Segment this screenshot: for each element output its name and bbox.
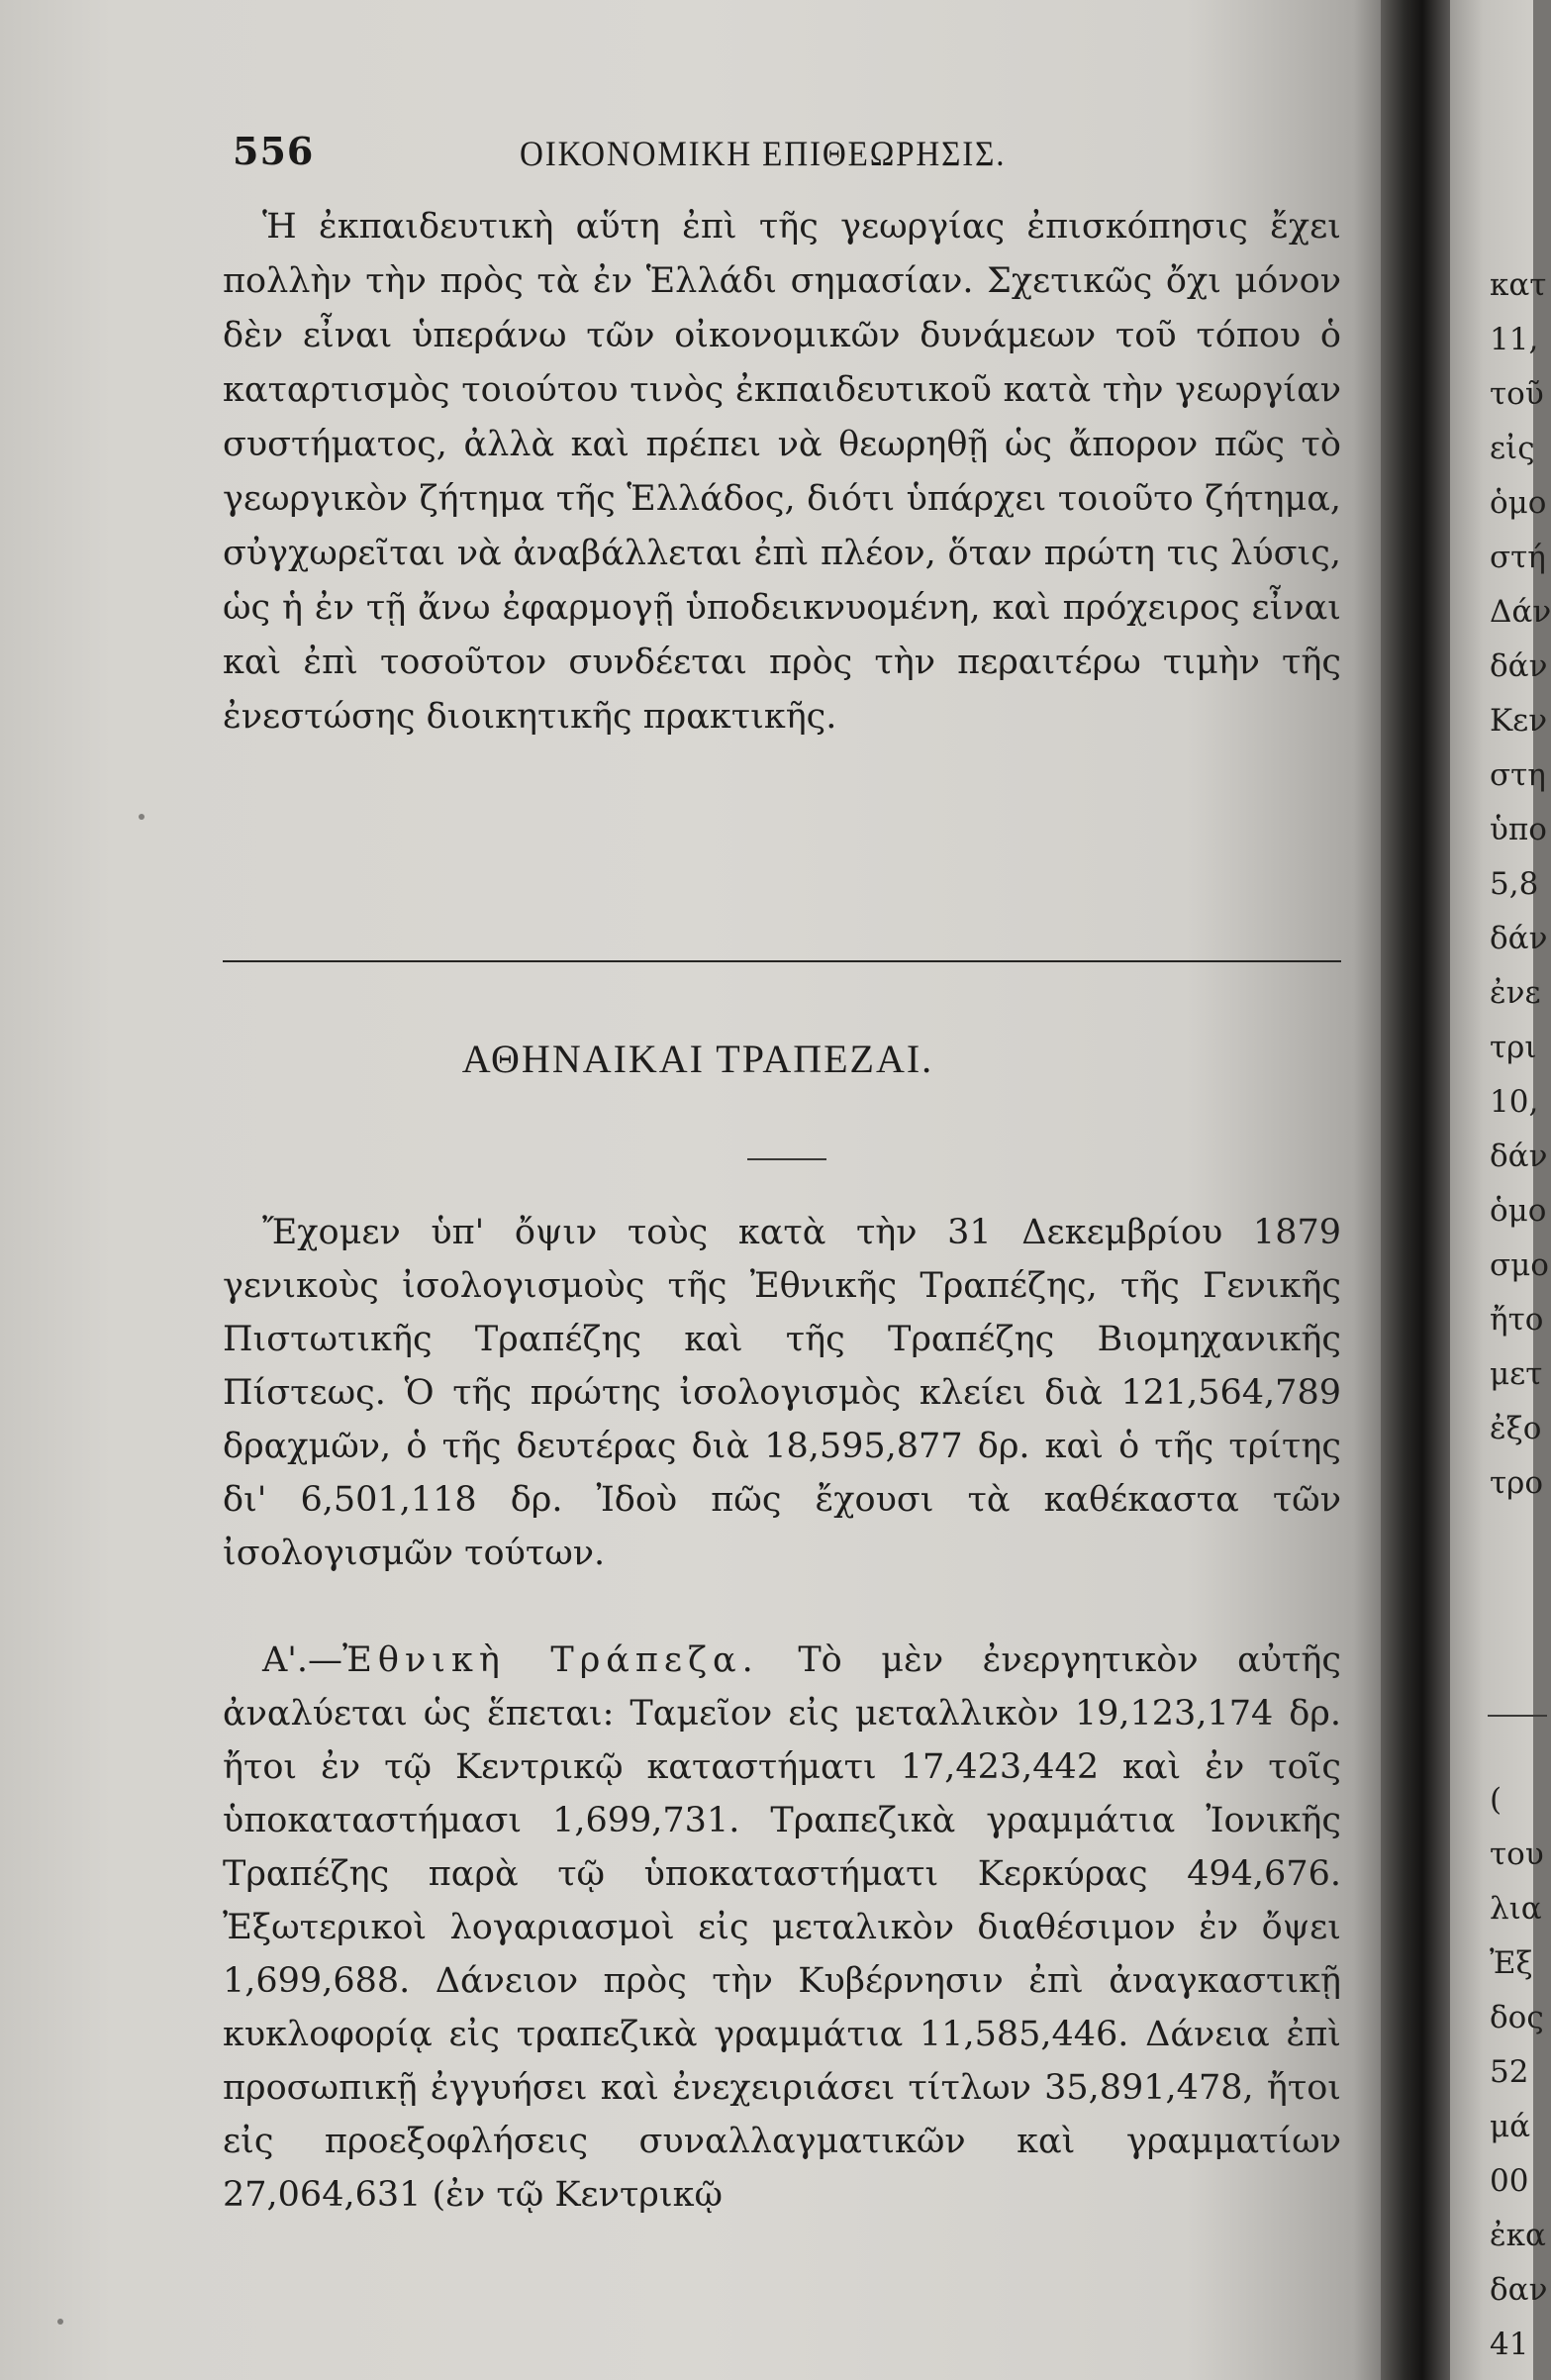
adjacent-page-fragment: κατ xyxy=(1490,267,1547,303)
adjacent-page-fragment: ἐξο xyxy=(1490,1411,1542,1446)
adjacent-page-fragment: μετ xyxy=(1490,1356,1543,1392)
adjacent-page-fragment: δαν xyxy=(1490,2272,1548,2308)
adjacent-page-fragment: Δάν xyxy=(1490,594,1551,630)
adjacent-page-fragment: ἐνε xyxy=(1490,975,1541,1011)
adjacent-page-fragment: 00 xyxy=(1490,2163,1529,2199)
intro-paragraph: Ἡ ἐκπαιδευτικὴ αὕτη ἐπὶ τῆς γεωργίας ἐπισκόπησις ἔχει πολλὴν τὴν πρὸς τὰ ἐν Ἑλλάδι σημασίαν. Σχετικῶς ὄχι μόνον δὲν εἶναι ὑπεράνω τῶν οἰκονομικῶν δυνάμεων τοῦ τόπου ὁ καταρτισμὸς τοιούτου τινὸς ἐκπαιδευτικοῦ κατὰ τὴν γεωργίαν συστήματος, ἀλλὰ καὶ πρέπει νὰ θεωρηθῇ ὡς ἄπορον πῶς τὸ γεωργικὸν ζήτημα τῆς Ἑλλάδος, διότι ὑπάρχει τοιοῦτο ζήτημα, σὐγχωρεῖται νὰ ἀναβάλλεται ἐπὶ πλέον, ὅταν πρώτη τις λύσις, ὡς ἡ ἐν τῇ ἄνω ἐφαρμογῇ ὑποδεικνυομένη, καὶ πρόχειρος εἶναι καὶ ἐπὶ τοσοῦτον συνδέεται πρὸς τὴν περαιτέρω τιμὴν τῆς ἐνεστώσης διοικητικῆς πρακτικῆς. xyxy=(223,207,1341,737)
adjacent-page-fragment: στή xyxy=(1490,540,1546,575)
adjacent-page-fragment: δάν xyxy=(1490,921,1548,956)
adjacent-page-fragment: τοῦ xyxy=(1490,376,1544,412)
book-gutter xyxy=(1381,0,1450,2380)
adjacent-page-fragment: 5,8 xyxy=(1490,866,1539,902)
national-bank-label: Α'.— xyxy=(262,1640,343,1680)
adjacent-page-fragment: ὁμο xyxy=(1490,485,1547,521)
ink-speck xyxy=(139,814,145,820)
section-title: ΑΘΗΝΑΙΚΑΙ ΤΡΑΠΕΖΑΙ. xyxy=(461,1037,934,1081)
adjacent-page-fragment: Ἐξ xyxy=(1490,1945,1533,1981)
adjacent-page-fragment: εἰς xyxy=(1490,431,1535,466)
page-header xyxy=(233,129,1361,188)
adjacent-page-fragment: δάν xyxy=(1490,1139,1548,1174)
adjacent-page-fragment: δος xyxy=(1490,2000,1544,2035)
adjacent-page-fragment: 11, xyxy=(1490,322,1539,357)
national-bank-heading: Ἐθνικὴ Τράπεζα. xyxy=(342,1640,759,1680)
adjacent-page-fragment: ( xyxy=(1490,1782,1503,1818)
adjacent-page-fragment: τρι xyxy=(1490,1030,1537,1065)
adjacent-page-fragment: δάν xyxy=(1490,648,1548,684)
adjacent-page-fragment: μά xyxy=(1490,2109,1531,2144)
adjacent-page-fragment: σμο xyxy=(1490,1247,1549,1283)
adjacent-page-fragment: στη xyxy=(1490,757,1546,793)
adjacent-page-fragment: λια xyxy=(1490,1891,1542,1927)
section-divider xyxy=(223,960,1341,962)
ink-speck xyxy=(57,2319,63,2325)
adjacent-page-fragment: 52 xyxy=(1490,2054,1529,2090)
adjacent-page-rule xyxy=(1488,1715,1547,1717)
title-underline xyxy=(747,1158,826,1160)
adjacent-page-fragment: ἤτο xyxy=(1490,1302,1544,1338)
adjacent-page-fragment: 10, xyxy=(1490,1084,1539,1120)
adjacent-page-fragment: ὑπο xyxy=(1490,812,1547,847)
adjacent-page-fragment: τρο xyxy=(1490,1465,1544,1501)
adjacent-page-fragment: του xyxy=(1490,1836,1544,1872)
adjacent-page xyxy=(1450,0,1551,2380)
balances-paragraph: Ἔχομεν ὑπ' ὄψιν τοὺς κατὰ τὴν 31 Δεκεμβρίου 1879 γενικοὺς ἰσολογισμοὺς τῆς Ἐθνικῆς Τραπέζης, τῆς Γενικῆς Πιστωτικῆς Τραπέζης καὶ τῆς Τραπέζης Βιομηχανικῆς Πίστεως. Ὁ τῆς πρώτης ἰσολογισμὸς κλείει διὰ 121,564,789 δραχμῶν, ὁ τῆς δευτέρας διὰ 18,595,877 δρ. καὶ ὁ τῆς τρίτης δι' 6,501,118 δρ. Ἰδοὺ πῶς ἔχουσι τὰ καθέκαστα τῶν ἰσολογισμῶν τούτων. xyxy=(223,1213,1341,1573)
page-number: 556 xyxy=(233,129,315,173)
adjacent-page-fragment: Κεν xyxy=(1490,703,1548,739)
adjacent-page-fragment: ὁμο xyxy=(1490,1193,1547,1229)
adjacent-page-fragment: 41 xyxy=(1490,2327,1529,2362)
adjacent-page-fragment: ἐκα xyxy=(1490,2218,1546,2253)
national-bank-paragraph xyxy=(223,1634,1341,2222)
running-head: ΟΙΚΟΝΟΜΙΚΗ ΕΠΙΘΕΩΡΗΣΙΣ. xyxy=(520,134,1007,173)
national-bank-text: Τὸ μὲν ἐνεργητικὸν αὐτῆς ἀναλύεται ὡς ἕπεται: Ταμεῖον εἰς μεταλλικὸν 19,123,174 δρ. ἤτοι ἐν τῷ Κεντρικῷ καταστήματι 17,423,442 καὶ ἐν τοῖς ὑποκαταστήμασι 1,699,731. Τραπεζικὰ γραμμάτια Ἰονικῆς Τραπέζης παρὰ τῷ ὑποκαταστήματι Κερκύρας 494,676. Ἐξωτερικοὶ λογαριασμοὶ εἰς μεταλικὸν διαθέσιμον ἐν ὄψει 1,699,688. Δάνειον πρὸς τὴν Κυβέρνησιν ἐπὶ ἀναγκαστικῇ κυκλοφορίᾳ εἰς τραπεζικὰ γραμμάτια 11,585,446. Δάνεια ἐπὶ προσωπικῇ ἐγγυήσει καὶ ἐνεχειριάσει τίτλων 35,891,478, ἤτοι εἰς προεξοφλήσεις συναλλαγματικῶν καὶ γραμματίων 27,064,631 (ἐν τῷ Κεντρικῷ xyxy=(223,1640,1341,2215)
